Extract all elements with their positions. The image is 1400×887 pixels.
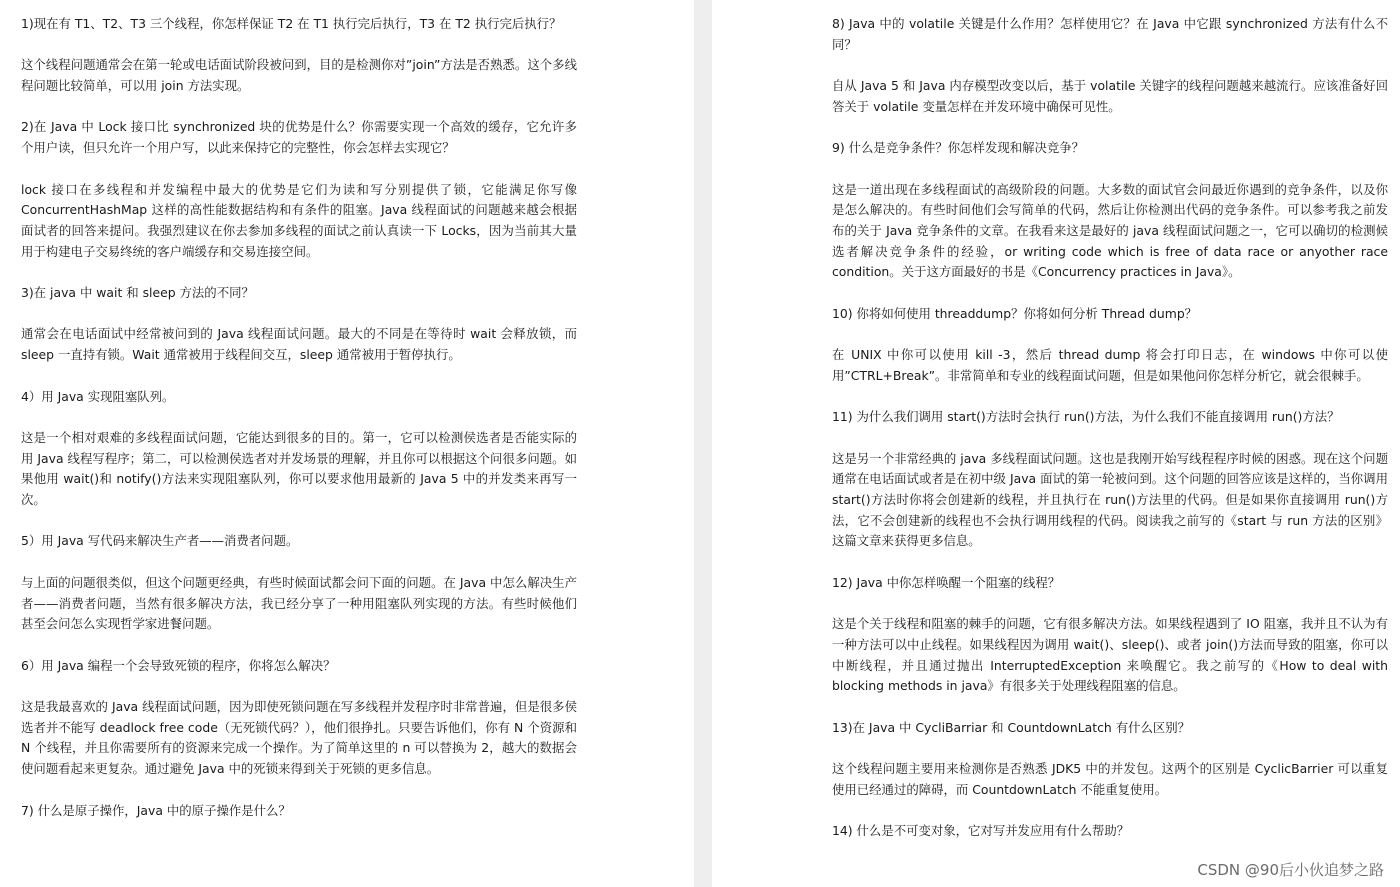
question-heading: 1)现在有 T1、T2、T3 三个线程，你怎样保证 T2 在 T1 执行完后执行，T3 在 T2 执行完后执行？ bbox=[21, 16, 562, 31]
question-heading: 10) 你将如何使用 threaddump？你将如何分析 Thread dump？ bbox=[832, 305, 1198, 321]
question-heading: 6）用 Java 编程一个会导致死锁的程序，你将怎么解决？ bbox=[21, 657, 336, 673]
question-heading: 11) 为什么我们调用 start()方法时会执行 run()方法，为什么我们不能直接调用 run()方法？ bbox=[832, 409, 1340, 425]
answer-paragraph: 这个线程问题通常会在第一轮或电话面试阶段被问到，目的是检测你对”join”方法是否熟悉。这个多线程问题比较简单，可以用 join 方法实现。 bbox=[21, 57, 577, 94]
answer-paragraph: 与上面的问题很类似，但这个问题更经典，有些时候面试都会问下面的问题。在 Java 中怎么解决生产者——消费者问题，当然有很多解决方法，我已经分享了一种用阻塞队列实现的方法。有些时候他们甚至会问怎么实现哲学家进餐问题。 bbox=[21, 574, 577, 632]
question-heading: 7) 什么是原子操作，Java 中的原子操作是什么？ bbox=[21, 802, 291, 818]
answer-paragraph: 这是一道出现在多线程面试的高级阶段的问题。大多数的面试官会问最近你遇到的竞争条件，以及你是怎么解决的。有些时间他们会写简单的代码，然后让你检测出代码的竞争条件。可以参考我之前发布的关于 Java 竞争条件的文章。在我看来这是最好的 java 线程面试问题之一，它可以确切的检测候选者解决竞争条件的经验，or writing code which is free of data race or anyother race condition。关于这方面最好的书是《Concurrency practices in Java》。 bbox=[832, 181, 1388, 280]
question-heading: 9) 什么是竞争条件？你怎样发现和解决竞争？ bbox=[832, 140, 1085, 156]
csdn-watermark: CSDN @90后小伙追梦之路 bbox=[1197, 861, 1384, 879]
answer-paragraph: 在 UNIX 中你可以使用 kill -3，然后 thread dump 将会打印日志，在 windows 中你可以使用”CTRL+Break”。非常简单和专业的线程面试问题，但是如果他问你怎样分析它，就会很棘手。 bbox=[832, 347, 1388, 383]
answer-paragraph: 通常会在电话面试中经常被问到的 Java 线程面试问题。最大的不同是在等待时 wait 会释放锁，而 sleep 一直持有锁。Wait 通常被用于线程间交互，sleep 通常被用于暂停执行。 bbox=[21, 326, 577, 363]
document-page-left bbox=[0, 0, 694, 887]
answer-paragraph: lock 接口在多线程和并发编程中最大的优势是它们为读和写分别提供了锁，它能满足你写像 ConcurrentHashMap 这样的高性能数据结构和有条件的阻塞。Java 线程面试的问题越来越会根据面试者的回答来提问。我强烈建议在你去参加多线程的面试之前认真读一下 Locks，因为当前其大量用于构建电子交易终统的客户端缓存和交易连接空间。 bbox=[21, 181, 577, 259]
answer-paragraph: 这个线程问题主要用来检测你是否熟悉 JDK5 中的并发包。这两个的区别是 CyclicBarrier 可以重复使用已经通过的障碍，而 CountdownLatch 不能重复使用。 bbox=[832, 761, 1388, 797]
answer-paragraph: 这是个关于线程和阻塞的棘手的问题，它有很多解决方法。如果线程遇到了 IO 阻塞，我并且不认为有一种方法可以中止线程。如果线程因为调用 wait()、sleep()、或者 join()方法而导致的阻塞，你可以中断线程，并且通过抛出 InterruptedException 来唤醒它。我之前写的《How to deal with blocking methods in java》有很多关于处理线程阻塞的信息。 bbox=[832, 616, 1388, 694]
answer-paragraph: 自从 Java 5 和 Java 内存模型改变以后，基于 volatile 关键字的线程问题越来越流行。应该准备好回答关于 volatile 变量怎样在并发环境中确保可见性。 bbox=[832, 78, 1388, 114]
question-heading: 3)在 java 中 wait 和 sleep 方法的不同？ bbox=[21, 285, 254, 301]
question-heading: 14) 什么是不可变对象，它对写并发应用有什么帮助？ bbox=[832, 823, 1130, 839]
question-heading: 12) Java 中你怎样唤醒一个阻塞的线程？ bbox=[832, 574, 1061, 590]
answer-paragraph: 这是我最喜欢的 Java 线程面试问题，因为即使死锁问题在写多线程并发程序时非常普遍，但是很多侯选者并不能写 deadlock free code（无死锁代码？），他们很挣扎。只要告诉他们，你有 N 个资源和 N 个线程，并且你需要所有的资源来完成一个操作。为了简单这里的 n 可以替换为 2，越大的数据会使问题看起来更复杂。通过避免 Java 中的死锁来得到关于死锁的更多信息。 bbox=[21, 699, 577, 777]
question-heading: 13)在 Java 中 CycliBarriar 和 CountdownLatch 有什么区别？ bbox=[832, 719, 1191, 735]
page-right-text bbox=[832, 14, 1388, 842]
question-heading: 4）用 Java 实现阻塞队列。 bbox=[21, 388, 175, 404]
question-heading: 5）用 Java 写代码来解决生产者——消费者问题。 bbox=[21, 533, 299, 549]
question-heading: 2)在 Java 中 Lock 接口比 synchronized 块的优势是什么？你需要实现一个高效的缓存，它允许多个用户读，但只允许一个用户写，以此来保持它的完整性，你会怎样去实现它？ bbox=[21, 119, 577, 156]
document-page-right bbox=[712, 0, 1400, 887]
question-heading: 8) Java 中的 volatile 关键是什么作用？怎样使用它？在 Java 中它跟 synchronized 方法有什么不同？ bbox=[832, 16, 1388, 52]
answer-paragraph: 这是另一个非常经典的 java 多线程面试问题。这也是我刚开始写线程程序时候的困惑。现在这个问题通常在电话面试或者是在初中级 Java 面试的第一轮被问到。这个问题的回答应该是这样的，当你调用 start()方法时你将会创建新的线程，并且执行在 run()方法里的代码。但是如果你直接调用 run()方法，它不会创建新的线程也不会执行调用线程的代码。阅读我之前写的《start 与 run 方法的区别》这篇文章来获得更多信息。 bbox=[832, 450, 1388, 549]
page-left-text bbox=[21, 14, 577, 821]
answer-paragraph: 这是一个相对艰难的多线程面试问题，它能达到很多的目的。第一，它可以检测侯选者是否能实际的用 Java 线程写程序；第二，可以检测侯选者对并发场景的理解，并且你可以根据这个问很多问题。如果他用 wait()和 notify()方法来实现阻塞队列，你可以要求他用最新的 Java 5 中的并发类来再写一次。 bbox=[21, 429, 577, 508]
